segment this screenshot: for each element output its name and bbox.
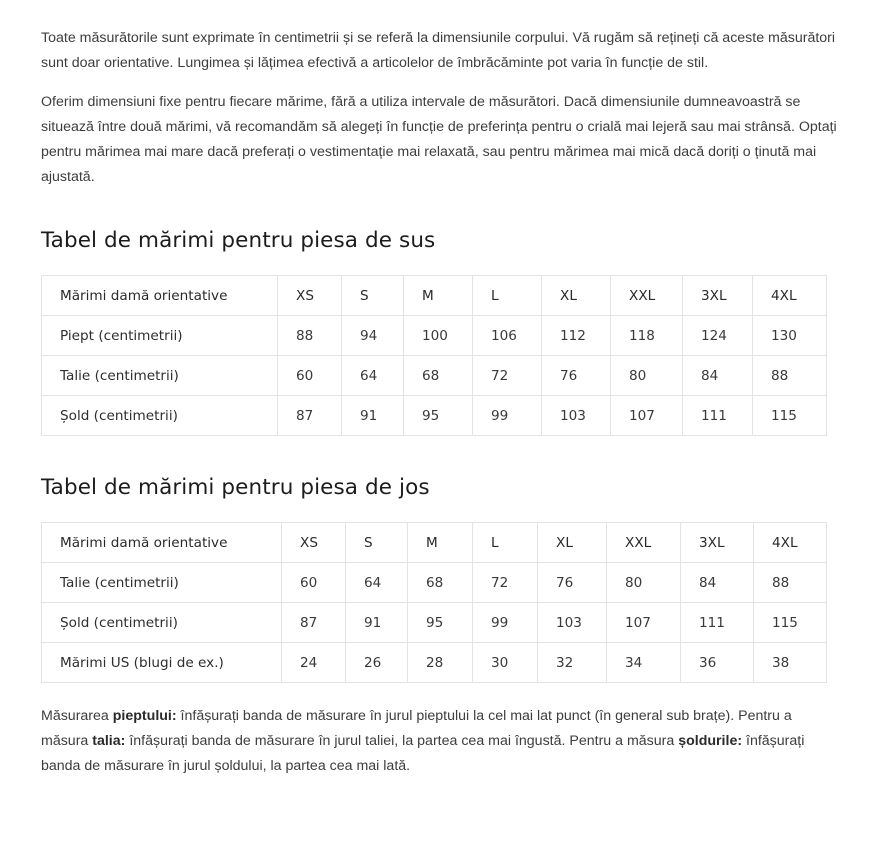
- header-cell: 3XL: [681, 523, 754, 563]
- row-label: Mărimi US (blugi de ex.): [42, 643, 282, 683]
- table-cell: 80: [611, 356, 683, 396]
- table-cell: 91: [342, 396, 404, 436]
- header-cell: S: [346, 523, 408, 563]
- header-cell: XL: [542, 276, 611, 316]
- header-cell: XL: [538, 523, 607, 563]
- header-cell: 4XL: [753, 276, 827, 316]
- table-cell: 24: [282, 643, 346, 683]
- table-cell: 91: [346, 603, 408, 643]
- table-cell: 80: [607, 563, 681, 603]
- row-label: Piept (centimetrii): [42, 316, 278, 356]
- table-cell: 68: [404, 356, 473, 396]
- note-text: Măsurarea: [41, 708, 113, 724]
- header-cell: XS: [282, 523, 346, 563]
- intro-paragraph-1: Toate măsurătorile sunt exprimate în centimetrii și se referă la dimensiunile corpului. Vă rugăm să rețineți că aceste măsurători sunt doar orientative. Lungimea și lățimea efectivă a articolelor de îmbrăcăminte pot varia în funcție de stil.: [41, 30, 836, 71]
- table-cell: 38: [754, 643, 827, 683]
- header-cell: S: [342, 276, 404, 316]
- table-cell: 30: [473, 643, 538, 683]
- top-size-table-title: Tabel de mărimi pentru piesa de sus: [41, 228, 436, 253]
- row-label: Șold (centimetrii): [42, 603, 282, 643]
- table-cell: 112: [542, 316, 611, 356]
- measurement-note: [41, 704, 841, 779]
- table-cell: 95: [404, 396, 473, 436]
- table-cell: 130: [753, 316, 827, 356]
- table-cell: 60: [282, 563, 346, 603]
- table-cell: 94: [342, 316, 404, 356]
- header-cell: XXL: [607, 523, 681, 563]
- table-header-row: [42, 276, 827, 316]
- table-cell: 99: [473, 603, 538, 643]
- table-cell: 88: [753, 356, 827, 396]
- note-bold-chest: pieptului:: [112, 708, 177, 724]
- table-row: [42, 316, 827, 356]
- table-cell: 87: [282, 603, 346, 643]
- table-row: [42, 643, 827, 683]
- intro-paragraph-2: Oferim dimensiuni fixe pentru fiecare mărime, fără a utiliza intervale de măsurători. Dacă dimensiunile dumneavoastră se situează între două mărimi, vă recomandăm să alegeți în funcție de preferința pentru o crială mai lejeră sau mai strânsă. Optați pentru mărimea mai mare dacă preferați o vestimentație mai relaxată, sau pentru mărimea mai mică dacă doriți o ținută mai ajustată.: [41, 94, 837, 185]
- table-row: [42, 563, 827, 603]
- note-text: înfășurați banda de măsurare în jurul pieptului la cel mai lat punct (în general sub brațe). Pentru a măsura: [41, 708, 792, 749]
- header-cell: M: [404, 276, 473, 316]
- table-cell: 100: [404, 316, 473, 356]
- table-cell: 28: [408, 643, 473, 683]
- table-cell: 87: [278, 396, 342, 436]
- table-row: [42, 356, 827, 396]
- header-cell: XXL: [611, 276, 683, 316]
- table-row: [42, 396, 827, 436]
- table-row: [42, 603, 827, 643]
- table-cell: 84: [681, 563, 754, 603]
- note-text: înfășurați banda de măsurare în jurul taliei, la partea cea mai îngustă. Pentru a măsura: [125, 733, 679, 749]
- table-cell: 72: [473, 356, 542, 396]
- table-cell: 103: [542, 396, 611, 436]
- table-cell: 76: [542, 356, 611, 396]
- table-cell: 111: [683, 396, 753, 436]
- header-cell: Mărimi damă orientative: [42, 523, 282, 563]
- table-cell: 64: [346, 563, 408, 603]
- header-cell: L: [473, 276, 542, 316]
- table-cell: 107: [607, 603, 681, 643]
- table-cell: 64: [342, 356, 404, 396]
- bottom-size-table-title: Tabel de mărimi pentru piesa de jos: [41, 475, 430, 500]
- table-cell: 84: [683, 356, 753, 396]
- table-cell: 68: [408, 563, 473, 603]
- table-cell: 99: [473, 396, 542, 436]
- header-cell: L: [473, 523, 538, 563]
- table-cell: 60: [278, 356, 342, 396]
- table-cell: 103: [538, 603, 607, 643]
- table-cell: 111: [681, 603, 754, 643]
- table-cell: 107: [611, 396, 683, 436]
- note-text: înfășurați banda de măsurare în jurul șoldului, la partea cea mai lată.: [41, 733, 805, 774]
- bottom-size-table: [41, 522, 827, 683]
- header-cell: XS: [278, 276, 342, 316]
- table-cell: 118: [611, 316, 683, 356]
- header-cell: Mărimi damă orientative: [42, 276, 278, 316]
- row-label: Talie (centimetrii): [42, 356, 278, 396]
- header-cell: 3XL: [683, 276, 753, 316]
- table-cell: 26: [346, 643, 408, 683]
- note-bold-waist: talia:: [92, 733, 126, 749]
- table-cell: 115: [754, 603, 827, 643]
- top-size-table: [41, 275, 827, 436]
- table-cell: 88: [754, 563, 827, 603]
- table-cell: 106: [473, 316, 542, 356]
- table-cell: 36: [681, 643, 754, 683]
- table-cell: 76: [538, 563, 607, 603]
- table-cell: 88: [278, 316, 342, 356]
- header-cell: M: [408, 523, 473, 563]
- table-header-row: [42, 523, 827, 563]
- note-bold-hips: șoldurile:: [678, 733, 743, 749]
- header-cell: 4XL: [754, 523, 827, 563]
- table-cell: 115: [753, 396, 827, 436]
- table-cell: 32: [538, 643, 607, 683]
- row-label: Talie (centimetrii): [42, 563, 282, 603]
- table-cell: 124: [683, 316, 753, 356]
- table-cell: 95: [408, 603, 473, 643]
- row-label: Șold (centimetrii): [42, 396, 278, 436]
- table-cell: 34: [607, 643, 681, 683]
- table-cell: 72: [473, 563, 538, 603]
